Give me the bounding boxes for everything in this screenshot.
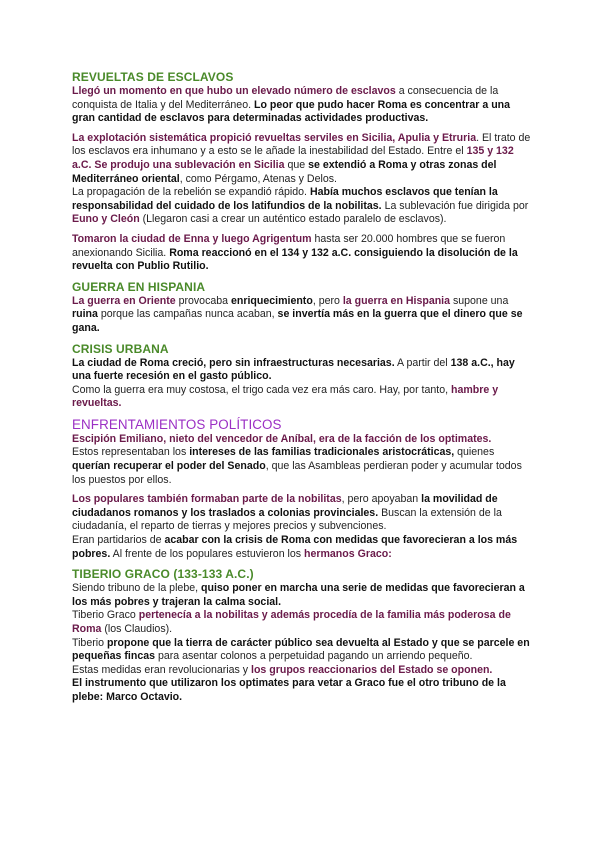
highlight-run: Los populares también formaban parte de la nobilitas (72, 493, 342, 506)
text-run: Buscan la extensión de la ciudadanía, el reparto de tierras y mejores precios y subvenciones. (72, 506, 502, 533)
highlight-run: intereses de las familias tradicionales aristocráticas, (189, 446, 455, 459)
paragraph (72, 132, 534, 227)
highlight-run: Lo peor que pudo hacer Roma es concentrar a una gran cantidad de esclavos para determinadas actividades productivas. (72, 98, 511, 125)
section-heading: ENFRENTAMIENTOS POLÍTICOS (72, 416, 282, 432)
highlight-run: El instrumento que utilizaron los optimates para vetar a Graco fue el otro tribuno de la plebe: Marco Octavio. (72, 677, 506, 703)
text-run: provocaba (175, 294, 231, 307)
highlight-run: los grupos reaccionarios del Estado se oponen. (251, 663, 493, 676)
highlight-run: Había muchos esclavos que tenían la responsabilidad del cuidado de los latifundios de la nobilitas. (72, 186, 498, 212)
paragraph (72, 85, 534, 126)
text-run: Eran partidarios de (72, 534, 165, 547)
text-run: (Llegaron casi a crear un auténtico estado paralelo de esclavos). (139, 213, 447, 226)
document-page (72, 70, 534, 705)
text-run: porque las campañas nunca acaban, (97, 308, 278, 321)
text-run: Como la guerra era muy costosa, el trigo cada vez era más caro. Hay, por tanto, (72, 383, 451, 396)
text-run: , pero (312, 294, 343, 307)
section-guerra-hispania (72, 280, 534, 336)
highlight-run: la movilidad de ciudadanos romanos y los traslados a colonias provinciales. (72, 493, 498, 519)
text-run: A partir del (394, 356, 451, 369)
section-heading: GUERRA EN HISPANIA (72, 279, 206, 294)
paragraph (72, 582, 534, 704)
text-run: Tiberio (72, 636, 107, 649)
text-run: a consecuencia de la conquista de Italia y del Mediterráneo. (72, 85, 499, 111)
highlight-run: propone que la tierra de carácter público sea devuelta al Estado y que se parcele en pequeñas fincas (72, 636, 530, 663)
text-run: (los Claudios). (101, 623, 173, 635)
highlight-run: pertenecía a la nobilitas y además procedía de la familia más poderosa de Roma (72, 609, 511, 635)
paragraph (72, 233, 534, 274)
text-run: Estos representaban los (72, 446, 190, 459)
highlight-run: Tomaron la ciudad de Enna y luego Agrigentum (72, 232, 312, 245)
highlight-run: hambre y revueltas. (72, 383, 499, 410)
text-run: supone una (450, 294, 509, 307)
paragraph (72, 357, 534, 411)
text-run: para asentar colonos a perpetuidad pagando un arriendo pequeño. (155, 650, 473, 663)
highlight-run: quiso poner en marcha una serie de medidas que favorecieran a los más pobres y trajeran la calma social. (72, 582, 525, 608)
highlight-run: Euno y Cleón (72, 213, 140, 226)
highlight-run: Escipión Emiliano, nieto del vencedor de Aníbal, era de la facción de los optimates. (72, 432, 492, 445)
highlight-run: Roma reaccionó en el 134 y 132 a.C. consiguiendo la disolución de la revuelta con Publio Rutilio. (72, 246, 518, 273)
text-run: Estas medidas eran revolucionarias y (72, 663, 252, 676)
highlight-run: ruina (72, 308, 98, 321)
section-heading: TIBERIO GRACO (133-133 A.C.) (72, 567, 254, 582)
highlight-run: la guerra en Hispania (342, 294, 451, 307)
text-run: Al frente de los populares estuvieron los (110, 547, 305, 560)
section-enfrentamientos (72, 417, 534, 561)
highlight-run: La explotación sistemática propició revueltas serviles en Sicilia, Apulia y Etruria (72, 131, 477, 144)
text-run: La propagación de la rebelión se expandió rápido. (72, 186, 310, 199)
highlight-run: 138 a.C., hay una fuerte recesión en el gasto público. (72, 356, 515, 383)
text-run: Tiberio Graco (72, 609, 139, 622)
text-run: quienes (454, 446, 495, 459)
highlight-run: enriquecimiento (230, 294, 313, 307)
section-heading: CRISIS URBANA (72, 341, 169, 356)
section-revueltas (72, 70, 534, 274)
section-tiberio-graco (72, 567, 534, 704)
highlight-run: hermanos Graco: (304, 547, 392, 560)
text-run: que (284, 158, 309, 171)
text-run: , como Pérgamo, Atenas y Delos. (179, 172, 337, 185)
text-run: Siendo tribuno de la plebe, (72, 582, 201, 595)
paragraph (72, 493, 534, 561)
highlight-run: Llegó un momento en que hubo un elevado número de esclavos (72, 85, 396, 97)
highlight-run: La guerra en Oriente (72, 294, 176, 307)
highlight-run: se extendió a Roma y otras zonas del Mediterráneo oriental (72, 158, 497, 185)
text-run: , pero apoyaban (341, 493, 422, 506)
paragraph (72, 433, 534, 487)
section-heading: REVUELTAS DE ESCLAVOS (72, 70, 234, 84)
text-run: La sublevación fue dirigida por (381, 199, 529, 212)
highlight-run: La ciudad de Roma creció, pero sin infraestructuras necesarias. (72, 356, 395, 369)
section-crisis-urbana (72, 342, 534, 411)
highlight-run: 135 y 132 a.C. Se produjo una sublevación en Sicilia (72, 145, 514, 171)
text-run: hasta ser 20.000 hombres que se fueron anexionando Sicilia. (72, 232, 506, 259)
text-run: , que las Asambleas perdieran poder y acumular todos los puestos por ellos. (72, 460, 522, 486)
paragraph (72, 295, 534, 336)
highlight-run: se invertía más en la guerra que el dinero que se gana. (72, 308, 523, 334)
highlight-run: acabar con la crisis de Roma con medidas que favorecieran a los más pobres. (72, 534, 518, 560)
text-run: . El trato de los esclavos era inhumano y a esto se le añade la inestabilidad del Estado. Entre el (72, 131, 531, 158)
highlight-run: querían recuperar el poder del Senado (72, 460, 266, 473)
